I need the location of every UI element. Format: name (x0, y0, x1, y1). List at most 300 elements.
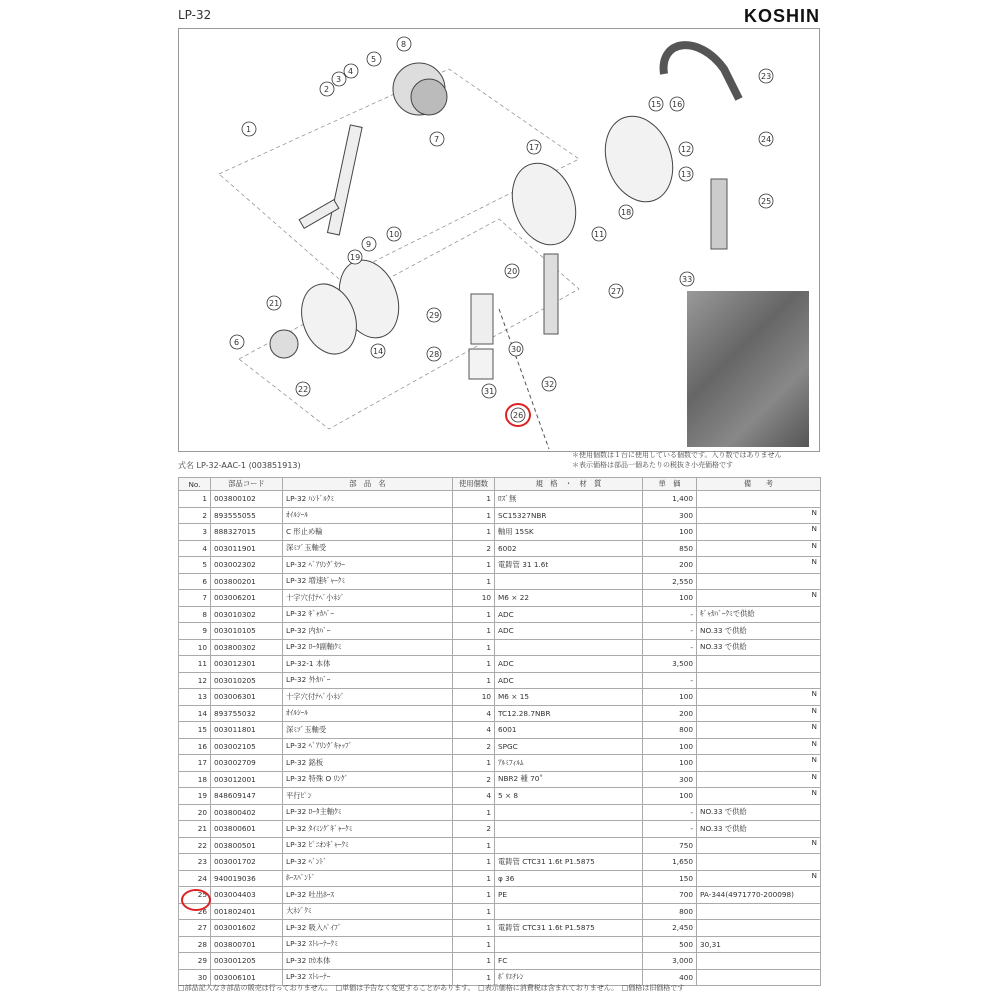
svg-text:30: 30 (511, 345, 522, 354)
row-code: 003004403 (211, 887, 283, 904)
table-row (179, 507, 821, 524)
row-price: 200 (643, 557, 697, 574)
table-row (179, 623, 821, 640)
row-name: LP-32 吸入ﾊﾟｲﾌﾟ (283, 920, 453, 937)
row-qty: 1 (453, 573, 495, 590)
col-name: 部 品 名 (283, 478, 453, 491)
row-no: 20 (179, 804, 211, 821)
row-price: 100 (643, 689, 697, 706)
row-remark (697, 557, 821, 574)
row-code: 003010302 (211, 606, 283, 623)
row-spec: ADC (495, 623, 643, 640)
table-row (179, 672, 821, 689)
row-qty: 1 (453, 920, 495, 937)
row-no: 13 (179, 689, 211, 706)
row-no: 18 (179, 771, 211, 788)
row-name: ﾎｰｽﾊﾞﾝﾄﾞ (283, 870, 453, 887)
callout-label: 1 (246, 125, 252, 134)
row-remark (697, 606, 821, 623)
parts-table (178, 477, 821, 986)
row-no: 15 (179, 722, 211, 739)
row-code: 893555055 (211, 507, 283, 524)
row-code: 003800302 (211, 639, 283, 656)
row-remark (697, 623, 821, 640)
highlight-circle-row-26 (181, 889, 211, 911)
row-code: 003001702 (211, 854, 283, 871)
row-qty: 4 (453, 722, 495, 739)
row-price: 300 (643, 507, 697, 524)
row-no: 8 (179, 606, 211, 623)
table-row (179, 788, 821, 805)
row-remark (697, 540, 821, 557)
row-code: 003800501 (211, 837, 283, 854)
note-line: ＊表示価格は部品一個あたりの税抜き小売価格です (572, 461, 733, 469)
row-remark (697, 524, 821, 541)
col-remark: 備 考 (697, 478, 821, 491)
row-code: 003002302 (211, 557, 283, 574)
row-code: 003800201 (211, 573, 283, 590)
table-row (179, 953, 821, 970)
row-code: 003012301 (211, 656, 283, 673)
row-name: LP-32 ﾛｶ本体 (283, 953, 453, 970)
row-remark-text: 30,31 (700, 939, 721, 949)
svg-text:19: 19 (350, 253, 361, 262)
row-name: LP-32 ﾍﾞﾝﾄﾞ (283, 854, 453, 871)
row-spec (495, 837, 643, 854)
row-name: 十字穴付ﾅﾍﾞ小ﾈｼﾞ (283, 590, 453, 607)
row-no: 10 (179, 639, 211, 656)
row-name: ｵｲﾙｼｰﾙ (283, 507, 453, 524)
table-row (179, 804, 821, 821)
row-name: LP-32 ﾍﾞｱﾘﾝｸﾞｷｬｯﾌﾟ (283, 738, 453, 755)
table-row (179, 689, 821, 706)
row-qty: 1 (453, 656, 495, 673)
svg-text:3: 3 (336, 75, 342, 84)
row-price: 100 (643, 755, 697, 772)
col-qty: 使用個数 (453, 478, 495, 491)
highlight-circle-diagram (505, 403, 531, 427)
row-remark (697, 491, 821, 508)
set-model-line (178, 460, 301, 471)
table-row (179, 738, 821, 755)
svg-text:31: 31 (484, 387, 495, 396)
svg-text:4: 4 (348, 67, 354, 76)
row-code: 003006301 (211, 689, 283, 706)
row-price: 750 (643, 837, 697, 854)
row-qty: 1 (453, 639, 495, 656)
row-name: LP-32 ｷﾞｬｶﾊﾞｰ (283, 606, 453, 623)
row-remark (697, 821, 821, 838)
row-no: 29 (179, 953, 211, 970)
row-price: 2,550 (643, 573, 697, 590)
row-price: 300 (643, 771, 697, 788)
row-remark (697, 722, 821, 739)
table-header-row (179, 478, 821, 491)
row-price: 100 (643, 524, 697, 541)
svg-text:2: 2 (324, 85, 330, 94)
row-price: 100 (643, 788, 697, 805)
row-remark (697, 920, 821, 937)
row-price: - (643, 623, 697, 640)
set-label: 式名 (178, 461, 194, 470)
row-code: 003006201 (211, 590, 283, 607)
row-no: 11 (179, 656, 211, 673)
row-name: 深ﾐｿﾞ玉軸受 (283, 540, 453, 557)
table-row (179, 722, 821, 739)
row-code: 848609147 (211, 788, 283, 805)
row-n-flag: N (811, 507, 817, 517)
row-no: 1 (179, 491, 211, 508)
row-name: 平行ﾋﾟﾝ (283, 788, 453, 805)
row-qty: 1 (453, 606, 495, 623)
row-n-flag: N (811, 722, 817, 731)
svg-text:8: 8 (401, 40, 407, 49)
svg-text:23: 23 (761, 72, 772, 81)
row-remark (697, 804, 821, 821)
svg-text:17: 17 (529, 143, 540, 152)
row-no: 7 (179, 590, 211, 607)
row-remark (697, 639, 821, 656)
row-name: LP-32 ﾀｲﾐﾝｸﾞｷﾞｬｰｸﾐ (283, 821, 453, 838)
row-price: 100 (643, 738, 697, 755)
table-row (179, 920, 821, 937)
col-spec: 規 格 ・ 材 質 (495, 478, 643, 491)
row-remark (697, 689, 821, 706)
row-name: LP-32 外ｶﾊﾞｰ (283, 672, 453, 689)
row-spec (495, 936, 643, 953)
row-qty: 1 (453, 507, 495, 524)
row-code: 003800701 (211, 936, 283, 953)
row-qty: 1 (453, 870, 495, 887)
table-row (179, 771, 821, 788)
table-row (179, 870, 821, 887)
row-qty: 4 (453, 705, 495, 722)
row-remark (697, 590, 821, 607)
row-qty: 1 (453, 524, 495, 541)
row-no: 24 (179, 870, 211, 887)
row-spec: 電鋳管 CTC31 1.6t P1.5875 (495, 920, 643, 937)
row-spec (495, 903, 643, 920)
col-code: 部品コード (211, 478, 283, 491)
row-no: 12 (179, 672, 211, 689)
row-name: LP-32 ﾛｰﾀ副軸ｸﾐ (283, 639, 453, 656)
row-name: 十字穴付ﾅﾍﾞ小ﾈｼﾞ (283, 689, 453, 706)
row-qty: 1 (453, 887, 495, 904)
table-row (179, 639, 821, 656)
row-spec: ADC (495, 606, 643, 623)
svg-text:7: 7 (434, 135, 440, 144)
svg-text:5: 5 (371, 55, 377, 64)
row-no: 21 (179, 821, 211, 838)
row-spec: FC (495, 953, 643, 970)
rotor-assembly-photo (687, 291, 809, 447)
row-n-flag: N (811, 590, 817, 599)
row-remark (697, 672, 821, 689)
row-qty: 1 (453, 672, 495, 689)
row-remark (697, 903, 821, 920)
row-qty: 1 (453, 623, 495, 640)
row-qty: 1 (453, 557, 495, 574)
row-price: 1,650 (643, 854, 697, 871)
row-name: 大ﾈｼﾞｸﾐ (283, 903, 453, 920)
row-name: LP-32 特殊 O ﾘﾝｸﾞ (283, 771, 453, 788)
row-name: LP-32 ﾍﾞｱﾘﾝｸﾞｶﾗｰ (283, 557, 453, 574)
row-remark-text: NO.33 で供給 (700, 823, 747, 833)
row-code: 003800402 (211, 804, 283, 821)
row-no: 5 (179, 557, 211, 574)
row-remark (697, 870, 821, 887)
table-row (179, 821, 821, 838)
row-code: 888327015 (211, 524, 283, 541)
svg-text:12: 12 (681, 145, 692, 154)
row-remark (697, 656, 821, 673)
table-row (179, 524, 821, 541)
row-code: 003006101 (211, 969, 283, 986)
row-price: 200 (643, 705, 697, 722)
table-row (179, 606, 821, 623)
row-spec: 電鋳管 CTC31 1.6t P1.5875 (495, 854, 643, 871)
row-qty: 1 (453, 969, 495, 986)
note-line: ＊使用個数は１台に使用している個数です。入り数ではありません (572, 451, 782, 459)
row-n-flag: N (811, 755, 817, 764)
row-price: 3,000 (643, 953, 697, 970)
svg-text:9: 9 (366, 240, 372, 249)
page-title: LP-32 (178, 8, 212, 22)
row-spec (495, 573, 643, 590)
row-spec (495, 639, 643, 656)
table-row (179, 573, 821, 590)
row-name: C 形止め輪 (283, 524, 453, 541)
table-row (179, 837, 821, 854)
row-price: 700 (643, 887, 697, 904)
row-name: LP-32 吐出ﾎｰｽ (283, 887, 453, 904)
row-name: LP-32 ﾊﾝﾄﾞﾙｸﾐ (283, 491, 453, 508)
row-spec: SC15327NBR (495, 507, 643, 524)
row-remark-text: PA-344(4971770-200098) (700, 890, 795, 900)
svg-text:29: 29 (429, 311, 440, 320)
row-price: 800 (643, 903, 697, 920)
row-remark (697, 738, 821, 755)
row-qty: 1 (453, 953, 495, 970)
table-row (179, 491, 821, 508)
row-code: 003001205 (211, 953, 283, 970)
row-spec: TC12.28.7NBR (495, 705, 643, 722)
svg-text:28: 28 (429, 350, 440, 359)
svg-text:10: 10 (389, 230, 400, 239)
brand-logo: KOSHIN (743, 6, 820, 26)
row-qty: 1 (453, 491, 495, 508)
row-code: 003010205 (211, 672, 283, 689)
row-remark (697, 771, 821, 788)
row-name: LP-32 増速ｷﾞｬｰｸﾐ (283, 573, 453, 590)
row-name: ｵｲﾙｼｰﾙ (283, 705, 453, 722)
row-no: 3 (179, 524, 211, 541)
footer-note: □部品記入なき部品の販売は行っておりません。 □単価は予告なく変更することがあります。 □表示価格に消費税は含まれておりません。 □価格は旧価格です (178, 984, 685, 992)
row-remark (697, 705, 821, 722)
row-remark (697, 936, 821, 953)
row-price: - (643, 821, 697, 838)
row-code: 003001602 (211, 920, 283, 937)
row-n-flag: N (811, 870, 817, 880)
row-n-flag: N (811, 540, 817, 550)
row-n-flag: N (811, 705, 817, 715)
row-n-flag: N (811, 788, 817, 797)
table-row (179, 540, 821, 557)
row-price: 150 (643, 870, 697, 887)
row-code: 940019036 (211, 870, 283, 887)
row-name: LP-32 ﾛｰﾀ主軸ｸﾐ (283, 804, 453, 821)
table-row (179, 705, 821, 722)
row-remark (697, 887, 821, 904)
row-remark-text: NO.33 で供給 (700, 625, 747, 635)
row-price: - (643, 672, 697, 689)
row-spec: 5 × 8 (495, 788, 643, 805)
row-spec: PE (495, 887, 643, 904)
svg-text:24: 24 (761, 135, 772, 144)
table-row (179, 903, 821, 920)
row-spec: ﾛｽﾞ無 (495, 491, 643, 508)
row-code: 003010105 (211, 623, 283, 640)
row-qty: 1 (453, 936, 495, 953)
row-no: 23 (179, 854, 211, 871)
row-name: LP-32 ｽﾄﾚｰﾅｰｸﾐ (283, 936, 453, 953)
row-name: LP-32 ｽﾄﾚｰﾅｰ (283, 969, 453, 986)
row-qty: 1 (453, 755, 495, 772)
row-price: 800 (643, 722, 697, 739)
row-spec (495, 804, 643, 821)
row-qty: 1 (453, 903, 495, 920)
row-code: 003011901 (211, 540, 283, 557)
row-no: 6 (179, 573, 211, 590)
svg-text:22: 22 (298, 385, 309, 394)
row-price: 1,400 (643, 491, 697, 508)
row-no: 4 (179, 540, 211, 557)
col-no: No. (179, 478, 211, 491)
row-no: 28 (179, 936, 211, 953)
row-spec: M6 × 22 (495, 590, 643, 607)
row-spec: φ 36 (495, 870, 643, 887)
row-n-flag: N (811, 771, 817, 781)
row-n-flag: N (811, 689, 817, 698)
row-price: 100 (643, 590, 697, 607)
svg-text:27: 27 (611, 287, 622, 296)
row-qty: 1 (453, 837, 495, 854)
svg-text:18: 18 (621, 208, 632, 217)
svg-text:11: 11 (594, 230, 605, 239)
row-name: LP-32 ﾋﾟﾆｵﾝｷﾞｬｰｸﾐ (283, 837, 453, 854)
row-no: 19 (179, 788, 211, 805)
row-no: 17 (179, 755, 211, 772)
row-price: - (643, 606, 697, 623)
row-remark (697, 854, 821, 871)
row-spec: ﾎﾟﾘｴﾁﾚﾝ (495, 969, 643, 986)
row-price: 850 (643, 540, 697, 557)
row-no: 27 (179, 920, 211, 937)
row-name: LP-32-1 本体 (283, 656, 453, 673)
set-value: LP-32-AAC-1 (003851913) (196, 461, 301, 470)
row-spec: 軸用 15SK (495, 524, 643, 541)
table-row (179, 887, 821, 904)
table-row (179, 854, 821, 871)
row-no: 26 (179, 903, 211, 920)
row-name: 深ﾐｿﾞ玉軸受 (283, 722, 453, 739)
table-row (179, 755, 821, 772)
row-n-flag: N (811, 524, 817, 533)
table-row (179, 656, 821, 673)
svg-text:15: 15 (651, 100, 662, 109)
row-remark (697, 755, 821, 772)
row-no: 30 (179, 969, 211, 986)
row-spec: 電鋳管 31 1.6t (495, 557, 643, 574)
col-price: 単 価 (643, 478, 697, 491)
row-remark-text: NO.33 で供給 (700, 807, 747, 817)
svg-text:16: 16 (672, 100, 683, 109)
svg-text:13: 13 (681, 170, 692, 179)
row-name: LP-32 内ｶﾊﾞｰ (283, 623, 453, 640)
row-spec: 6001 (495, 722, 643, 739)
notes (572, 450, 822, 470)
row-no: 16 (179, 738, 211, 755)
svg-text:25: 25 (761, 197, 772, 206)
row-no: 25 (179, 887, 211, 904)
row-qty: 4 (453, 788, 495, 805)
row-spec (495, 821, 643, 838)
row-price: 2,450 (643, 920, 697, 937)
row-code: 001802401 (211, 903, 283, 920)
row-spec: ADC (495, 656, 643, 673)
svg-text:20: 20 (507, 267, 518, 276)
row-no: 2 (179, 507, 211, 524)
row-spec: ｱﾙﾐﾌｨﾙﾑ (495, 755, 643, 772)
row-remark (697, 573, 821, 590)
row-code: 003011801 (211, 722, 283, 739)
row-remark-text: NO.33 で供給 (700, 642, 747, 652)
row-price: 3,500 (643, 656, 697, 673)
row-remark-text: ｷﾞｬｶﾊﾞｰｸﾐで供給 (700, 609, 755, 619)
row-qty: 10 (453, 590, 495, 607)
svg-text:32: 32 (544, 380, 555, 389)
row-code: 003800601 (211, 821, 283, 838)
row-qty: 2 (453, 540, 495, 557)
row-spec: SPGC (495, 738, 643, 755)
row-price: - (643, 639, 697, 656)
svg-text:26: 26 (513, 411, 524, 420)
row-spec: ADC (495, 672, 643, 689)
table-row (179, 590, 821, 607)
row-code: 893755032 (211, 705, 283, 722)
row-remark (697, 953, 821, 970)
row-n-flag: N (811, 557, 817, 566)
row-code: 003002105 (211, 738, 283, 755)
svg-text:33: 33 (682, 275, 693, 284)
row-qty: 2 (453, 738, 495, 755)
row-remark (697, 837, 821, 854)
row-code: 003012001 (211, 771, 283, 788)
row-remark (697, 507, 821, 524)
svg-text:14: 14 (373, 347, 384, 356)
row-qty: 2 (453, 771, 495, 788)
row-spec: NBR2 種 70˚ (495, 771, 643, 788)
row-spec: 6002 (495, 540, 643, 557)
row-no: 14 (179, 705, 211, 722)
row-name: LP-32 銘板 (283, 755, 453, 772)
row-price: - (643, 804, 697, 821)
row-n-flag: N (811, 738, 817, 748)
svg-text:21: 21 (269, 299, 280, 308)
row-no: 9 (179, 623, 211, 640)
row-qty: 1 (453, 804, 495, 821)
row-price: 500 (643, 936, 697, 953)
